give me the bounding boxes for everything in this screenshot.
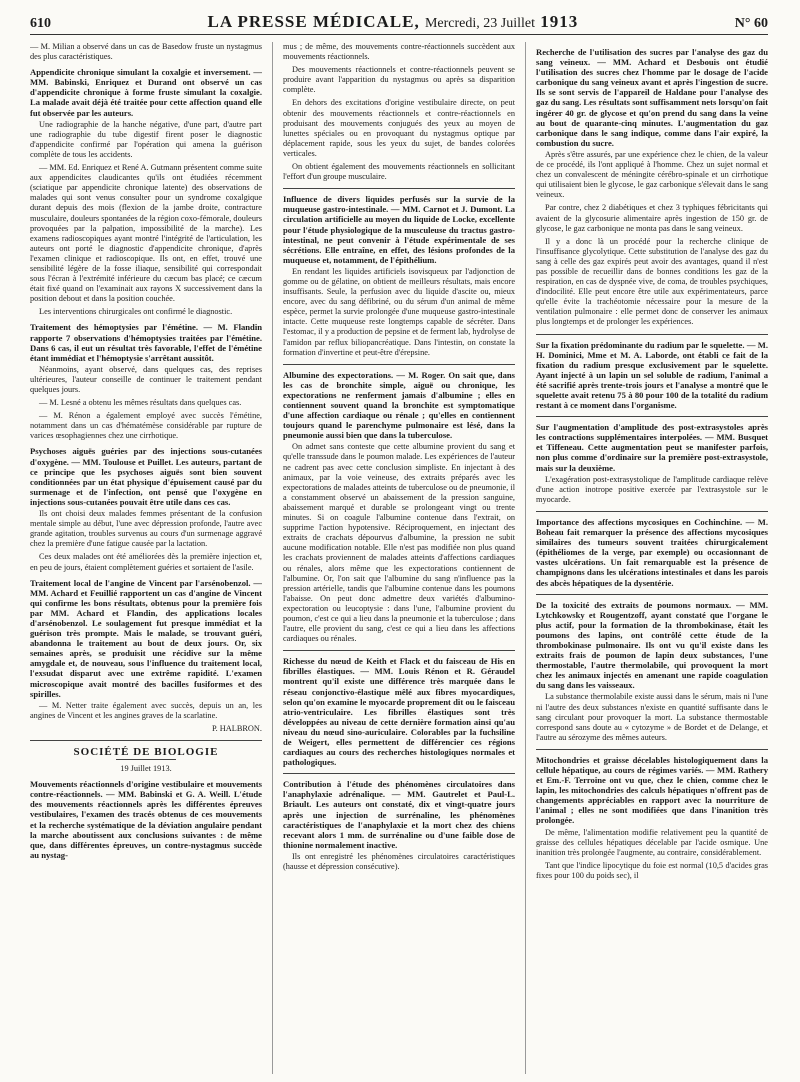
paragraph: Des mouvements réactionnels et contre-réactionnels peuvent se produire avant l'apparition du nystagmus ou après sa disparition complète. [283,65,515,95]
paragraph: — M. Lesné a obtenu les mêmes résultats dans quelques cas. [39,398,242,408]
article-heading: Contribution à l'étude des phénomènes circulatoires dans l'anaphylaxie adrénalique. — MM. Gautrelet et Paul-L. Briault. Les auteurs ont constaté, dix et vingt-quatre jours après une injection de surrénaline, les phénomènes caractéristiques de l'anaphylaxie et la mort chez des chiens recevant alors 1 mm. de surrénaline ou d'une faible dose de thionine normalement inactive. [283,779,515,850]
column-rule [525,42,526,1074]
section-title: SOCIÉTÉ DE BIOLOGIE [73,746,219,758]
paragraph: — MM. Ed. Enriquez et René A. Gutmann présentent comme suite aux appendicites claudicantes qu'ils ont étudiées récemment (sciatique par appendicite chronique latente) des observations de malades qui sont venus consulter pour un syndrome coxalgique durant depuis des mois (flexion de la jambe droite, contracture musculaire, douleurs spontanées de la région coxo-fémorale, douleurs provoquées par la palpation, impossibilité de la marche). Les examens radioscopiques ayant montré l'intégrité de l'articulation, les auteurs ont porté le diagnostic d'appendicite chronique, d'après l'examen clinique et radioscopique. Ils ont, en effet, trouvé une sensibilité légère de la fosse iliaque, sensibilité qui correspondait sous l'écran à l'extrémité inférieure du cæcum bas placé; ce cæcum était fixé quand on l'examinait aux rayons X successivement dans la position debout et dans la position couchée. [30,163,262,304]
paragraph: Ces deux malades ont été améliorées dès la première injection et, en peu de jours, étaient complètement guéries et sortaient de l'asile. [30,552,262,572]
author-signature: P. HALBRON. [211,723,262,733]
divider [536,511,768,512]
divider [283,188,515,189]
page-header [30,12,768,35]
paragraph: En dehors des excitations d'origine vestibulaire directe, on peut obtenir des mouvements réactionnels et contre-réactionnels en produisant des mouvements conjugués des yeux au moyen de lunettes spéciales ou en provoquant du nystagmus optique par déplacement rapide, sous les yeux du sujet, de bandes colorées verticales. [283,98,515,158]
article-heading: Mouvements réactionnels d'origine vestibulaire et mouvements contre-réactionnels. — MM. Babinski et G. A. Weill. L'étude des mouvements réactionnels après les différentes épreuves vestibulaires, l'examen des tracés obtenus de ces mouvements et la recherche systématique de la déviation angulaire pendant la marche aboutissent aux conclusions suivantes : de même que, dans différentes épreuves, un contre-nystagmus succède au nystag- [30,779,262,860]
article-heading: Richesse du nœud de Keith et Flack et du faisceau de His en fibrilles élastiques. — MM. Louis Rénon et R. Géraudel montrent qu'il existe une différence très marquée dans le réseau conjonctivo-élastique mêlé aux fibres myocardiques, selon qu'on examine le myocarde proprement dit ou le faisceau atrio-ventriculaire. Les fibrilles élastiques sont très développées au niveau de cette dernière formation ainsi qu'au niveau du nœud sino-auriculaire. Colorables par la fuchsiline de Weigert, elles permettent de différencier ces régions cardiaques au cours des recherches histologiques normales et pathologiques. [283,656,515,768]
paragraph: Une radiographie de la hanche négative, d'une part, d'autre part une radiographie du tube digestif firent poser le diagnostic d'appendicite confirmé par l'opération qui amena la guérison complète de tous les accidents. [30,119,262,159]
article-heading: Recherche de l'utilisation des sucres par l'analyse des gaz du sang veineux. — MM. Achard et Desbouis ont étudié l'utilisation des sucres chez l'homme par le dosage de l'acide carbonique du sang veineux avant et après l'ingestion de sucre. Ils se sont servis de l'appareil de Haldane pour l'analyse des gaz du sang. Les résultats sont suffisamment nets lorsqu'on fait ingérer 40 gr. de glycose et qu'on prend du sang dans la veine au bout de quarante-cinq minutes. L'augmentation du gaz carbonique dans le sang indique, comme dans l'air expiré, la combustion du sucre. [536,47,768,148]
issue-number: N° 60 [734,16,768,31]
article-heading: Traitement local de l'angine de Vincent par l'arsénobenzol. — MM. Achard et Feuillié rapportent un cas d'angine de Vincent qui confirme les bons résultats, obtenus pour la première fois par MM. Achard et Flandin, des applications locales d'arsénobenzol. Le soulagement fut presque immédiat et la guérison très prompte. Mais le malade, se trouvant guéri, abandonna le traitement au bout de deux jours. Or, six semaines après, se produisit une récidive sur la même amygdale et, de nouveau, sous l'influence du traitement local, l'exsudat disparut avec une extrême rapidité. L'examen microscopique avait montré des bacilles fusiformes et des spirilles. [30,577,262,699]
journal-title: LA PRESSE MÉDICALE, [207,12,420,31]
paragraph: — M. Netter traite également avec succès, depuis un an, les angines de Vincent et les angines graves de la scarlatine. [30,700,262,720]
paragraph: Après s'être assurés, par une expérience chez le chien, de la valeur de ce procédé, ils l'ont appliqué à l'homme. Chez un sujet normal et chez un convalescent de méningite cérébro-spinale et un cirrhotique qui utilisaient bien le glycose, le gaz carbonique s'élevait dans le sang veineux. [536,149,768,200]
text-columns [30,42,768,1074]
column-rule [272,42,273,1074]
divider [536,334,768,335]
article-heading: Albumine des expectorations. — M. Roger. On sait que, dans les cas de bronchite simple, aiguë ou chronique, les expectorations ne renferment jamais d'albumine ; elles en contiennent souvent quand la bronchite est symptomatique d'une affection cardiaque ou rénale ; qu'elles en contiennent toujours quand le parenchyme pulmonaire est lésé, dans la pneumonie aussi bien que dans la tuberculose. [283,369,515,441]
article-heading: De la toxicité des extraits de poumons normaux. — MM. Lytchkowsky et Rougentzoff, ayant constaté que l'organe le plus actif, pour la formation de la thrombokinase, était les poumons des lapins, ont contrôlé cette étude de la thrombokinase pulmonaire. Ils ont vu qu'il existe dans les extraits frais de poumon de lapin deux substances, l'une thermostable, l'autre thermolabile, qui provoquent la mort chez les animaux injectés en amenant une rapide coagulation du sang dans les vaisseaux. [536,599,768,691]
article-heading: Psychoses aiguës guéries par des injections sous-cutanées d'oxygène. — MM. Toulouse et Puillet. Les auteurs, partant de ce principe que les psychoses aiguës sont bien souvent conditionnées par un état physique d'épuisement causé par du surmenage et de l'infection, ont pensé que l'oxygène en injections sous-cutanées pouvait être utile dans ces cas. [30,446,262,507]
paragraph: En rendant les liquides artificiels isovisqueux par l'adjonction de gomme ou de gélatine, on obtient de meilleurs résultats, mais encore insuffisants. Seule, la perfusion avec du liquide d'ascite ou, mieux encore, avec du sang défibriné, ou du sérum d'un animal de même espèce, permet la survie prolongée d'une muqueuse gastro-intestinale intacte. Cette muqueuse reste longtemps capable de sécréter. Dans l'estomac, il y a production de pepsine et de ferment lab, hydrolyse de l'amidon par reflux biliopancréatique. Dans l'intestin, on constate la formation d'invertine et peut-être d'érepsine. [283,266,515,357]
paragraph: Néanmoins, ayant observé, dans quelques cas, des reprises ultérieures, l'auteur conseille de continuer le traitement pendant quelques jours. [30,364,262,394]
paragraph: Par contre, chez 2 diabétiques et chez 3 typhiques fébricitants qui avaient de la glycosurie alimentaire après ingestion de 150 gr. de glycose, le gaz carbonique ne monta pas dans le sang veineux. [536,203,768,233]
article-heading: Traitement des hémoptysies par l'émétine. — M. Flandin rapporte 7 observations d'hémoptysies traitées par l'émétine. Dans 6 cas, il eut un résultat très favorable, l'effet de l'émétine étant immédiat et l'hémoptysie s'arrêtant aussitôt. [30,322,262,363]
paragraph: Tant que l'indice lipocytique du foie est normal (10,5 d'acides gras fixes pour 100 du poids sec), il [536,860,768,880]
divider [283,650,515,651]
article-heading: Appendicite chronique simulant la coxalgie et inversement. — MM. Babinski, Enriquez et Durand ont observé un cas d'appendicite chronique à forme fruste simulant la coxalgie. La malade avait déjà été traitée pour cette affection quand elle fut observée par les auteurs. [30,67,262,118]
divider [30,740,262,741]
issue-year: 1913 [540,12,579,31]
page-number: 610 [30,16,51,31]
paragraph: On admet sans conteste que cette albumine provient du sang et qu'elle transsude dans le poumon malade. Les expériences de l'auteur ne cadrent pas avec cette conclusion simpliste. En injectant à des animaux, par la voie veineuse, des extraits préparés avec les expectorations de malades atteints de tuberculose ou de pneumonie, il a constamment observé un abaissement de la pression sanguine, abaissement marqué et durable se prolongeant vingt ou trente minutes. Si on coagule l'albumine contenue dans l'extrait, on supprime l'action hypotensive. Réciproquement, en injectant des extraits de crachats dépourvus d'albumine, la pression ne subit aucune modification notable. Elle n'est pas modifiée non plus quand les crachats proviennent de malades atteints d'affections cardiaques ou rénales, alors même que les expectorations contiennent de l'albumine. Or, l'on sait que l'albumine du sang n'influence pas la pression artérielle, tandis que l'albumine contenue dans les poumons l'abaisse. On peut donc admettre deux variétés d'albuminо-expectoration ou leucoptysie : dans l'une, l'albumine provient du poumon, c'est ce qui a lieu dans la pneumonie et la tuberculose ; dans l'autre, elle provient du sang, c'est ce qui a lieu dans les affections cardiaques ou rénales. [283,442,515,644]
paragraph: Les interventions chirurgicales ont confirmé le diagnostic. [39,307,233,317]
paragraph: — M. Rénon a également employé avec succès l'émétine, notamment dans un cas d'hématémèse considérable par rupture de varices œsophagiennes chez une cirrhotique. [30,411,262,441]
paragraph: On obtient également des mouvements réactionnels en sollicitant l'effort d'un groupe musculaire. [283,162,515,182]
paragraph: De même, l'alimentation modifie relativement peu la quantité de graisse des cellules hépatiques décelable par l'acide osmique. Une inanition très prolongée l'augmente, au contraire, considérablement. [536,827,768,857]
paragraph: Ils ont enregistré les phénomènes circulatoires caractéristiques (hausse et dépression consécutive). [283,851,515,872]
paragraph: mus ; de même, des mouvements contre-réactionnels succèdent aux mouvements réactionnels. [283,42,515,62]
divider [536,416,768,417]
paragraph: — M. Milian a observé dans un cas de Basedow fruste un nystagmus des plus caractéristiques. [30,42,262,62]
issue-date: Mercredi, 23 Juillet [424,16,535,31]
article-heading: Importance des affections mycosiques en Cochinchine. — M. Boheau fait remarquer la présence des affections mycosiques similaires des tumeurs souvent traitées chirurgicalement (épithéliomes de la verge, par exemple) ou occasionnant de vastes ulcérations. Un fait remarquable est la présence de champignons dans les ulcérations intestinales et dans les parois des abcès hépatiques de la dysentérie. [536,516,768,588]
journal-masthead [208,12,579,32]
column-1 [30,42,262,1074]
column-3 [536,42,768,1074]
column-2 [283,42,515,1074]
paragraph: Ils ont choisi deux malades femmes présentant de la confusion mentale simple au début, l'une avec dépression profonde, l'autre avec grande agitation, troubles survenus au cours d'un surmenage aggravé chez la première d'une fatigue causée par la lactation. [30,509,262,549]
paragraph: Il y a donc là un procédé pour la recherche clinique de l'insuffisance glycolytique. Cette substitution de l'analyse des gaz du sang à celle des gaz expirés peut avoir des avantages, quand il n'est pas possible de recueillir dans de bonnes conditions les gaz de la respiration, en cas de dyspnée vive, de coma, de troubles psychiques, d'indocilité. Elle peut encore être utile aux expérimentateurs, parce qu'elle évite la trachéotomie nécessaire pour la mesure de la ventilation pulmonaire : elle permet donc de conserver les animaux plus longtemps et de prolonger les expériences. [536,236,768,327]
divider [536,594,768,595]
article-heading: Sur la fixation prédominante du radium par le squelette. — M. H. Dominici, Mme et M. A. Laborde, ont établi ce fait de la fixation du radium presque exclusivement par le squelette. Ayant injecté à un lapin un sel soluble de radium, l'animal a été sacrifié après trente-trois jours et l'analyse a montré que le squelette avait retenu 75 à 80 pour 100 de la totalité du radium restant à ce moment dans l'organisme. [536,339,768,411]
paragraph: L'exagération post-extrasystolique de l'amplitude cardiaque relève d'une action inotrope positive exercée par l'extrasystole sur le myocarde. [536,474,768,504]
article-heading: Sur l'augmentation d'amplitude des post-extrasystoles après les contractions supplémentaires interpolées. — MM. Busquet et Tiffeneau. Cette augmentation peut se manifester parfois, non plus comme d'ordinaire sur la première post-extrasystole, mais sur la deuxième. [536,422,768,473]
divider [116,759,176,760]
paragraph: La substance thermolabile existe aussi dans le sérum, mais ni l'une ni l'autre des deux substances n'existe en quantité suffisante dans le sang circulant pour provoquer la mort. La substance thermostable correspond sans doute au « cytozyme » de Bordet et de Delange, et l'autre au sérozyme des mêmes auteurs. [536,692,768,742]
section-date: 19 Juillet 1913. [120,764,172,774]
divider [536,749,768,750]
article-heading: Mitochondries et graisse décelables histologiquement dans la cellule hépatique, au cours de régimes variés. — MM. Rathery et Em.-F. Terroine ont vu que, chez le chien, comme chez le lapin, les mitochondries des calculs hépatiques n'offrent pas de changements appréciables en rapport avec la nourriture de l'animal ; elles ne sont modifiées que dans l'inanition très prolongée. [536,754,768,826]
article-heading: Influence de divers liquides perfusés sur la survie de la muqueuse gastro-intestinale. — MM. Carnot et J. Dumont. La circulation artificielle au moyen du liquide de Locke, excellente pour l'étude physiologique de la musculeuse du tractus gastro-intestinal, ne peut convenir à l'étude expérimentale de ses sécrétions. Elle entraîne, en effet, des lésions profondes de la muqueuse et, notamment, de l'épithélium. [283,194,515,265]
divider [283,773,515,774]
divider [283,364,515,365]
